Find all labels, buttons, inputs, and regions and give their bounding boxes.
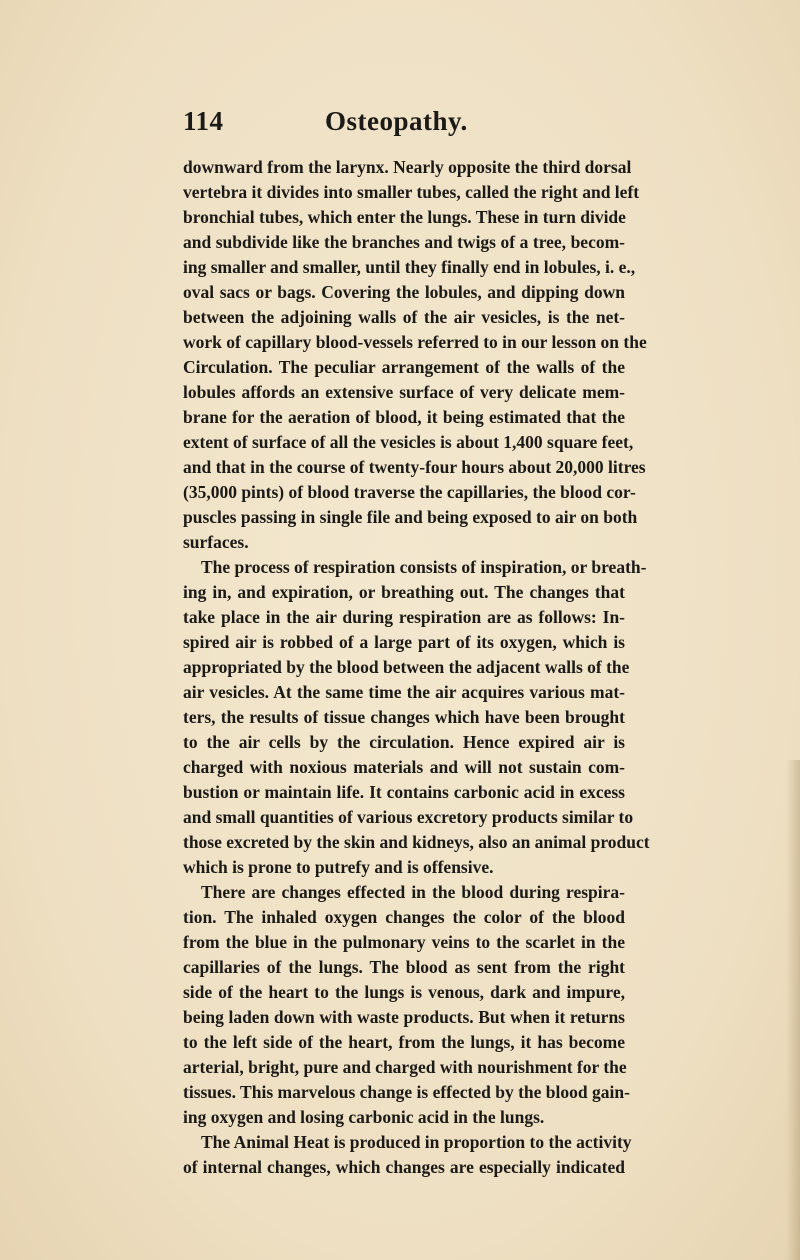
text-line: vertebra it divides into smaller tubes, called the right and left xyxy=(183,182,640,202)
text-line: charged with noxious materials and will not sustain com- xyxy=(183,757,625,777)
text-line: being laden down with waste products. But when it returns xyxy=(183,1007,625,1027)
text-line: ing in, and expiration, or breathing out. The changes that xyxy=(183,582,625,602)
text-line: lobules affords an extensive surface of very delicate mem- xyxy=(183,382,625,402)
text-line: to the air cells by the circulation. Hence expired air is xyxy=(183,732,625,752)
text-line: spired air is robbed of a large part of its oxygen, which is xyxy=(183,632,625,652)
running-title: Osteopathy. xyxy=(325,106,468,136)
text-line: arterial, bright, pure and charged with nourishment for the xyxy=(183,1057,627,1077)
text-line: from the blue in the pulmonary veins to the scarlet in the xyxy=(183,932,625,952)
text-line: and that in the course of twenty-four hours about 20,000 litres xyxy=(183,457,646,477)
text-line: (35,000 pints) of blood traverse the capillaries, the blood cor- xyxy=(183,482,636,502)
text-line: and subdivide like the branches and twigs of a tree, becom- xyxy=(183,232,625,252)
text-line: ing oxygen and losing carbonic acid in the lungs. xyxy=(183,1107,545,1127)
text-line: which is prone to putrefy and is offensive. xyxy=(183,857,494,877)
text-line: The Animal Heat is produced in proportion to the activity xyxy=(201,1132,632,1152)
text-line: bustion or maintain life. It contains carbonic acid in excess xyxy=(183,782,625,802)
text-line: puscles passing in single file and being exposed to air on both xyxy=(183,507,638,527)
text-line: tissues. This marvelous change is effected by the blood gain- xyxy=(183,1082,630,1102)
text-line: those excreted by the skin and kidneys, also an animal product xyxy=(183,832,650,852)
text-line: work of capillary blood-vessels referred to in our lesson on the xyxy=(183,332,647,352)
text-line: There are changes effected in the blood during respira- xyxy=(201,882,625,902)
text-line: surfaces. xyxy=(183,532,249,552)
text-line: capillaries of the lungs. The blood as sent from the right xyxy=(183,957,625,977)
text-line: bronchial tubes, which enter the lungs. These in turn divide xyxy=(183,207,626,227)
text-line: take place in the air during respiration are as follows: In- xyxy=(183,607,625,627)
text-line: Circulation. The peculiar arrangement of the walls of the xyxy=(183,357,625,377)
page-edge-shadow xyxy=(786,760,800,1260)
text-line: and small quantities of various excretory products similar to xyxy=(183,807,634,827)
text-line: oval sacs or bags. Covering the lobules, and dipping down xyxy=(183,282,625,302)
text-line: of internal changes, which changes are especially indicated xyxy=(183,1157,625,1177)
text-line: appropriated by the blood between the adjacent walls of the xyxy=(183,657,630,677)
text-line: side of the heart to the lungs is venous, dark and impure, xyxy=(183,982,625,1002)
body-text xyxy=(183,155,650,1180)
text-line: air vesicles. At the same time the air acquires various mat- xyxy=(183,682,625,702)
text-line: downward from the larynx. Nearly opposite the third dorsal xyxy=(183,157,632,177)
text-line: between the adjoining walls of the air vesicles, is the net- xyxy=(183,307,625,327)
text-line: extent of surface of all the vesicles is about 1,400 square feet, xyxy=(183,432,634,452)
text-line: to the left side of the heart, from the lungs, it has become xyxy=(183,1032,625,1052)
text-line: brane for the aeration of blood, it being estimated that the xyxy=(183,407,625,427)
page-header xyxy=(183,106,625,146)
page-number: 114 xyxy=(183,106,224,136)
text-line: ing smaller and smaller, until they finally end in lobules, i. e., xyxy=(183,257,636,277)
text-line: tion. The inhaled oxygen changes the color of the blood xyxy=(183,907,625,927)
text-line: The process of respiration consists of inspiration, or breath- xyxy=(201,557,647,577)
text-line: ters, the results of tissue changes which have been brought xyxy=(183,707,625,727)
